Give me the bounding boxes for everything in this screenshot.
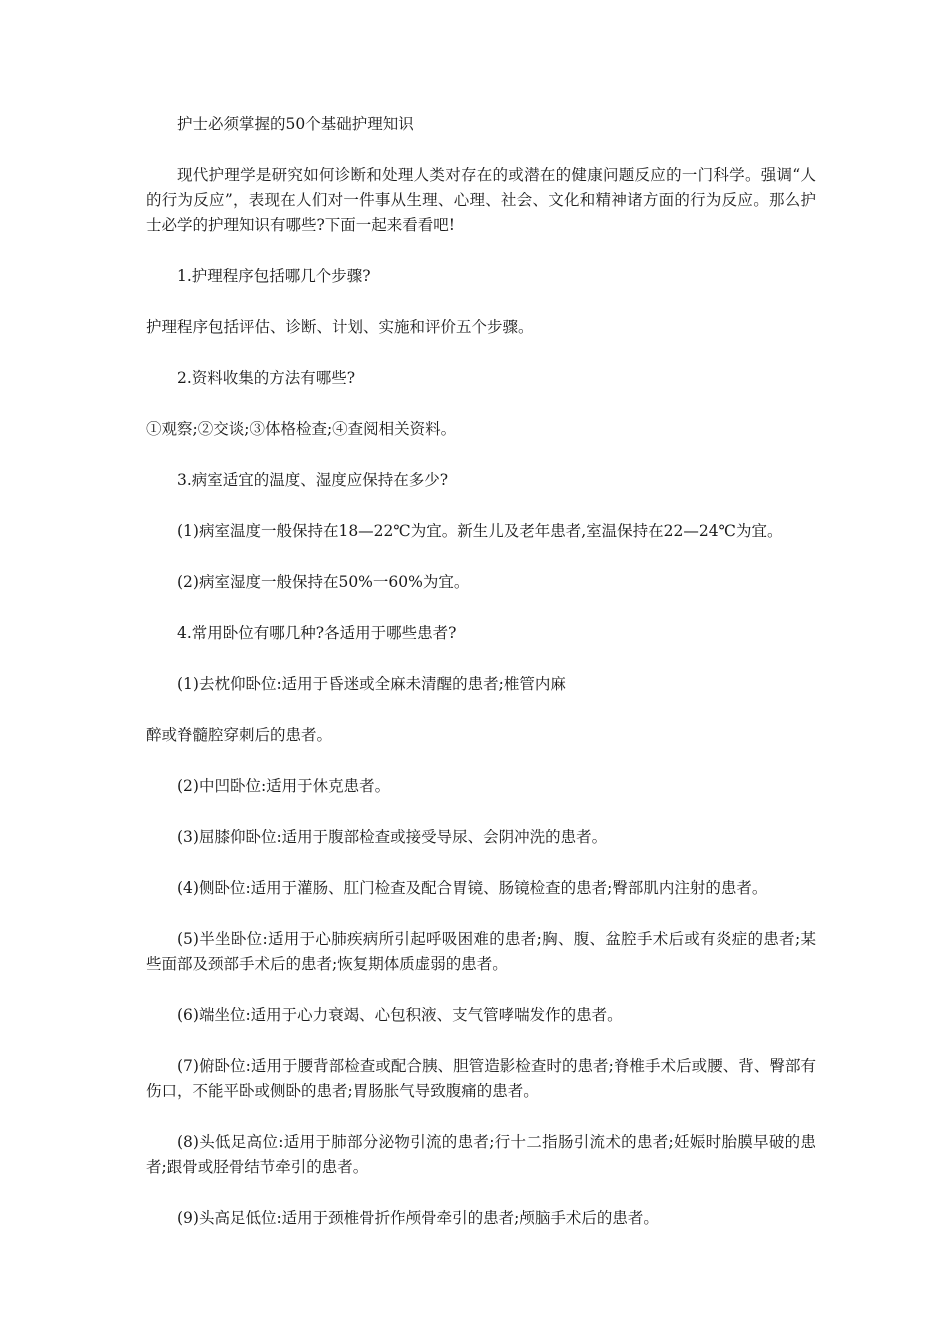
answer-4-item-5: (5)半坐卧位:适用于心肺疾病所引起呼吸困难的患者;胸、腹、盆腔手术后或有炎症的患者;某些面部及颈部手术后的患者;恢复期体质虚弱的患者。 [146, 930, 816, 973]
answer-4-item-8: (8)头低足高位:适用于肺部分泌物引流的患者;行十二指肠引流术的患者;妊娠时胎膜早破的患者;跟骨或胫骨结节牵引的患者。 [146, 1133, 816, 1176]
answer-4-item-3: (3)屈膝仰卧位:适用于腹部检查或接受导尿、会阴冲洗的患者。 [177, 828, 608, 846]
question-4: 4.常用卧位有哪几种?各适用于哪些患者? [177, 624, 457, 642]
answer-1: 护理程序包括评估、诊断、计划、实施和评价五个步骤。 [146, 318, 534, 336]
answer-4-item-2: (2)中凹卧位:适用于休克患者。 [177, 777, 391, 795]
answer-4-item-7: (7)俯卧位:适用于腰背部检查或配合胰、胆管造影检查时的患者;脊椎手术后或腰、背、臀部有伤口，不能平卧或侧卧的患者;胃肠胀气导致腹痛的患者。 [146, 1057, 816, 1100]
answer-4-item-9: (9)头高足低位:适用于颈椎骨折作颅骨牵引的患者;颅脑手术后的患者。 [177, 1209, 659, 1227]
answer-4-item-1-line-1: (1)去枕仰卧位:适用于昏迷或全麻未清醒的患者;椎管内麻 [177, 675, 566, 693]
question-3: 3.病室适宜的温度、湿度应保持在多少? [177, 471, 449, 489]
answer-3-item-2: (2)病室湿度一般保持在50%一60%为宜。 [177, 573, 470, 591]
answer-4-item-4: (4)侧卧位:适用于灌肠、肛门检查及配合胃镜、肠镜检查的患者;臀部肌内注射的患者。 [177, 879, 768, 897]
document-body [146, 112, 816, 1231]
answer-2: ①观察;②交谈;③体格检查;④查阅相关资料。 [146, 420, 457, 438]
question-2: 2.资料收集的方法有哪些? [177, 369, 356, 387]
answer-3-item-1: (1)病室温度一般保持在18—22℃为宜。新生儿及老年患者,室温保持在22—24℃为宜。 [177, 522, 783, 540]
answer-4-item-1-line-2: 醉或脊髓腔穿刺后的患者。 [146, 726, 333, 744]
question-1: 1.护理程序包括哪几个步骤? [177, 267, 371, 285]
intro-paragraph: 现代护理学是研究如何诊断和处理人类对存在的或潜在的健康问题反应的一门科学。强调“人的行为反应”，表现在人们对一件事从生理、心理、社会、文化和精神诸方面的行为反应。那么护士必学的护理知识有哪些?下面一起来看看吧! [146, 166, 816, 234]
document-title: 护士必须掌握的50个基础护理知识 [177, 115, 414, 133]
answer-4-item-6: (6)端坐位:适用于心力衰竭、心包积液、支气管哮喘发作的患者。 [177, 1006, 623, 1024]
